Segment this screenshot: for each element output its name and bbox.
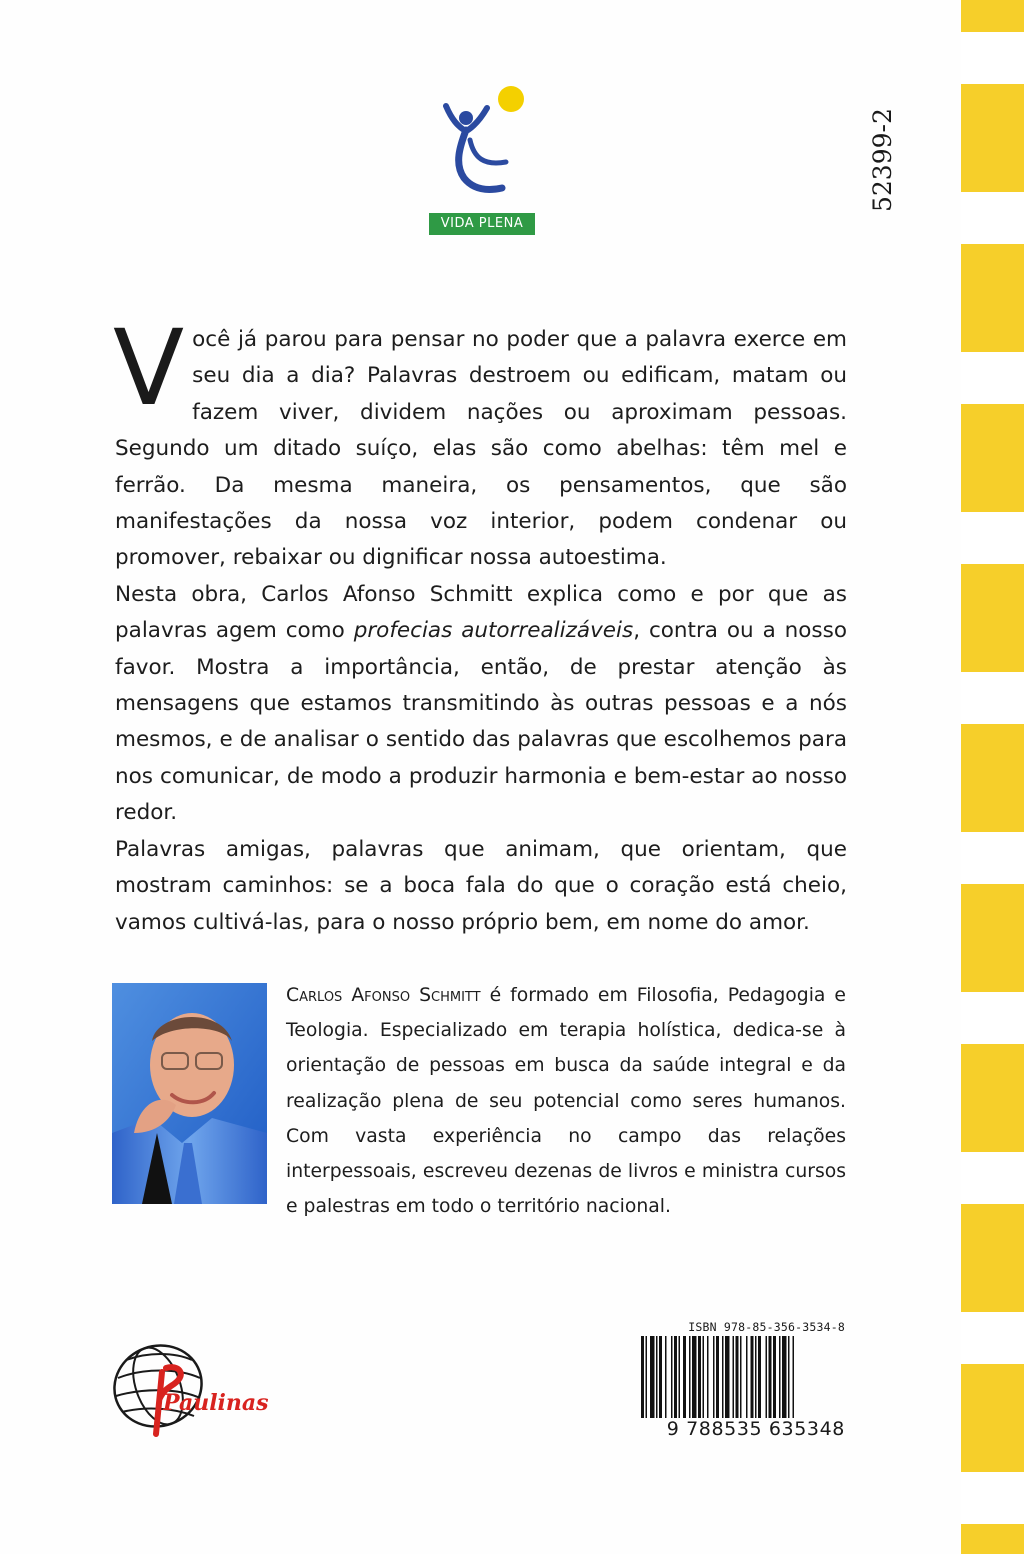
barcode-bar: [766, 1336, 768, 1418]
author-bio-text: é formado em Filosofia, Pedagogia e Teologia. Especializado em terapia holística, dedica-se à orientação de pessoas em busca da saúde integral e da realização plena de seu potencial como seres humanos. Com vasta experiência no campo das relações interpessoais, escreveu dezenas de livros e ministra cursos e palestras em todo o território nacional.: [286, 985, 846, 1218]
barcode-bar: [769, 1336, 772, 1418]
barcode-bar: [779, 1336, 781, 1418]
collection-logo: [424, 80, 536, 240]
barcode-bar: [646, 1336, 648, 1418]
blurb-text-1: ocê já parou para pensar no poder que a palavra exerce em seu dia a dia? Palavras destroem ou edificam, matam ou fazem viver, dividem nações ou aproximam pessoas. Segundo um ditado suíço, elas são como abelhas: têm mel e ferrão. Da mesma maneira, os pensamentos, que são manifestações da nossa voz interior, podem condenar ou promover, rebaixar ou dignificar nossa autoestima.: [115, 327, 847, 571]
spine-notch: [961, 512, 1024, 564]
barcode-bar: [740, 1336, 742, 1418]
barcode-bar: [733, 1336, 735, 1418]
publisher-name: Paulinas: [163, 1390, 269, 1416]
blurb-emphasis: profecias autorrealizáveis: [353, 618, 634, 644]
barcode-bar: [659, 1336, 662, 1418]
book-blurb: [113, 307, 847, 941]
barcode-bar: [751, 1336, 754, 1418]
blurb-paragraph-3: Palavras amigas, palavras que animam, que orientam, que mostram caminhos: se a boca fala do que o coração está cheio, vamos cultivá-las, para o nosso próprio bem, em nome do amor.: [115, 836, 847, 935]
barcode-bar: [725, 1336, 730, 1418]
barcode-bar: [713, 1336, 715, 1418]
author-bio: [286, 978, 846, 1224]
author-name: Carlos Afonso Schmitt: [286, 985, 481, 1006]
barcode-bar: [773, 1336, 776, 1418]
publisher-logo: [108, 1338, 268, 1438]
barcode-bar: [674, 1336, 677, 1418]
barcode-bar: [758, 1336, 761, 1418]
spine-notch: [961, 1152, 1024, 1204]
barcode-bar: [788, 1336, 790, 1418]
spine-notch: [961, 992, 1024, 1044]
barcode-bar: [665, 1336, 667, 1418]
collection-label: VIDA PLENA: [429, 213, 535, 235]
spine-notch: [961, 32, 1024, 84]
barcode-bar: [683, 1336, 686, 1418]
barcode-bar: [722, 1336, 724, 1418]
spine-notch: [961, 832, 1024, 884]
barcode-bar: [746, 1336, 748, 1418]
isbn-barcode: [627, 1320, 845, 1446]
blurb-text-2b: , contra ou a nosso favor. Mostra a importância, então, de prestar atenção às mensagens que estamos transmitindo às outras pessoas e a nós mesmos, e de analisar o sentido das palavras que escolhemos para nos comunicar, de modo a produzir harmonia e bem-estar ao nosso redor.: [115, 618, 847, 826]
drop-cap: V: [113, 307, 185, 429]
barcode-bar: [707, 1336, 709, 1418]
barcode-bar: [689, 1336, 691, 1418]
barcode-bar: [755, 1336, 757, 1418]
ean-digits: 9 788535 635348: [666, 1418, 845, 1440]
barcode-bar: [650, 1336, 655, 1418]
barcode-bar: [716, 1336, 719, 1418]
barcode-bar: [679, 1336, 681, 1418]
barcode-bar: [698, 1336, 701, 1418]
spine-notch: [961, 1312, 1024, 1364]
spine-code: 52399-2: [868, 108, 897, 212]
spine-notch: [961, 352, 1024, 404]
barcode-bar: [671, 1336, 673, 1418]
isbn-label: ISBN 978-85-356-3534-8: [688, 1320, 845, 1334]
spine-notch: [961, 192, 1024, 244]
blurb-paragraph-2: [115, 577, 847, 832]
barcode-bar: [656, 1336, 658, 1418]
spine-notch: [961, 1472, 1024, 1524]
barcode-bar: [793, 1336, 795, 1418]
barcode-bar: [782, 1336, 787, 1418]
spine-notch: [961, 672, 1024, 724]
barcode-bar: [692, 1336, 697, 1418]
leaping-figure-with-sun-icon: [424, 80, 536, 212]
blurb-paragraph-1: [113, 307, 847, 577]
barcode-bar: [703, 1336, 705, 1418]
author-photo: [112, 983, 267, 1204]
blurb-text-2a: Nesta obra, Carlos Afonso Schmitt explica como e por que as palavras agem como: [115, 581, 847, 644]
barcode-bar: [641, 1336, 644, 1418]
barcode-bar: [736, 1336, 739, 1418]
globe-icon: [108, 1338, 208, 1438]
barcode-bars: [627, 1336, 845, 1422]
